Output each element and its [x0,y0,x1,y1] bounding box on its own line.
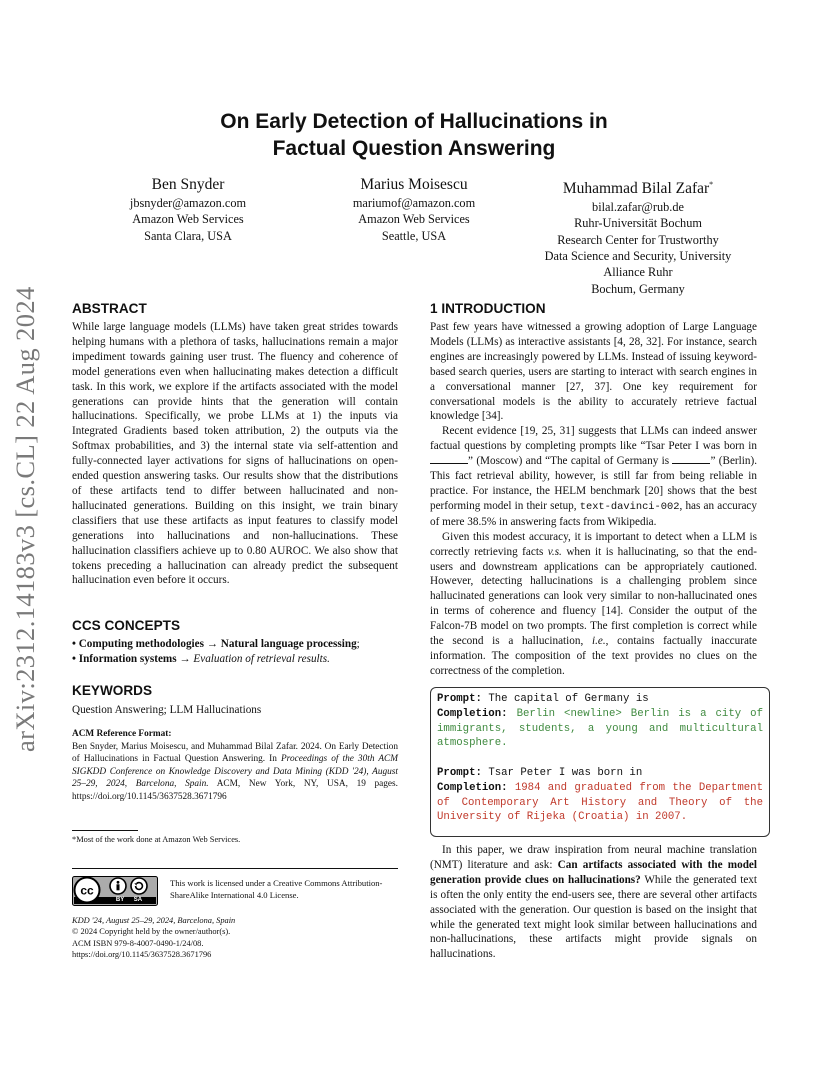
keywords-section [72,682,398,718]
abstract-section [72,300,398,588]
doi-line: https://doi.org/10.1145/3637528.3671796 [72,950,212,960]
intro-paragraph-4: In this paper, we draw inspiration from neural machine translation (NMT) literature and ask: Can artifacts associated with the model generation provide clues on hallucinations? While the generated text is often the only entity the end-users see, there are several other artifacts associated with the generation. Our question is based on the insight that while the generated text might look similar between hallucinations and non-hallucinations, these artifacts might provide signals on hallucinations. [430,844,757,961]
author-location: Bochum, Germany [591,281,685,296]
example-completions-box [430,687,770,837]
svg-text:cc: cc [80,883,94,898]
author-affiliation: Amazon Web Services [132,212,244,227]
fill-in-blank [430,455,468,464]
footnote: *Most of the work done at Amazon Web Services. [72,835,241,844]
author-location: Seattle, USA [381,228,447,243]
abstract-text: While large language models (LLMs) have taken great strides towards helping humans with a plethora of tasks, hallucinations remain a major impediment towards gaining user trust. The fluency and coherence of model generations even when hallucinating makes detection a difficult task. In this work, we explore if the artifacts associated with the model generations can provide hints that the generation will contain hallucinations. Specifically, we probe LLMs at 1) the inputs via Integrated Gradients based token attribution, 2) the outputs via the Softmax probabilities, and 3) the internal state via self-attention and fully-connected layer activations for signs of hallucinations on open-ended question answering tasks. Our results show that the distributions of these artifacts tend to differ between hallucinated and non-hallucinated generations. Building on this insight, we train binary classifiers that use these artifacts as input features to classify model generations into hallucinations and non-hallucinations. These hallucination classifiers achieve up to 0.80 AUROC. We also show that tokens preceding a hallucination can already predict the subsequent hallucination even before it occurs. [72,321,398,587]
abstract-heading: ABSTRACT [72,301,147,316]
introduction-section [430,300,757,679]
author-name: Muhammad Bilal Zafar [562,180,710,198]
acm-reference-heading: ACM Reference Format: [72,729,172,739]
correct-completion: Berlin <newline> Berlin is a city of immigrants, students, a young and multicultural atmosphere. [437,707,770,750]
cc-by-sa-logo [72,876,158,906]
author-email: bilal.zafar@rub.de [592,200,684,215]
intro-paragraph-1: Past few years have witnessed a growing adoption of Large Language Models (LLMs) as interactive assistants [4, 28, 32]. For instance, search engines are increasingly powered by LLMs. Instead of issuing keyword-based search queries, users are starting to interact with search engines in a conversational manner [27, 37]. One key requirement for conversational models is the ability to accurately retrieve factual knowledge [34]. [430,321,757,423]
isbn-line: ACM ISBN 979-8-4007-0490-1/24/08. [72,938,204,948]
arxiv-stamp: arXiv:2312.14183v3 [cs.CL] 22 Aug 2024 [10,286,40,752]
author-name: Ben Snyder [151,176,225,193]
conference-line: KDD '24, August 25–29, 2024, Barcelona, Spain [72,916,236,925]
author-block-1 [98,174,278,244]
author-email: mariumof@amazon.com [352,196,476,210]
author-email: jbsnyder@amazon.com [129,196,247,210]
example-2: Prompt: Tsar Peter I was born in Completion: 1984 and graduated from the Department of Contemporary Art History and Theory of the University of Rijeka (Croatia) in 2007. [437,766,770,824]
example-1: Prompt: The capital of Germany is Completion: Berlin <newline> Berlin is a city of immigrants, students, a young and multicultural atmosphere. [437,693,770,750]
ccs-section [72,617,408,667]
acm-reference [72,728,398,804]
ccs-item-2: • Information systems → Evaluation of retrieval results. [72,653,330,665]
fill-in-blank [672,455,710,464]
cc-badge-label: BY SA [115,896,143,903]
author-location: Santa Clara, USA [144,228,232,243]
conference-info [72,915,398,961]
hallucinated-completion: 1984 and graduated from the Department of Contemporary Art History and Theory of the University of Rijeka (Croatia) in 2007. [437,781,770,824]
acm-reference-text: Ben Snyder, Marius Moisescu, and Muhammad Bilal Zafar. 2024. On Early Detection of Hallucinations in Factual Question Answering. In Proceedings of the 30th ACM SIGKDD Conference on Knowledge Discovery and Data Mining (KDD '24), August 25–29, 2024, Barcelona, Spain. ACM, New York, NY, USA, 19 pages. https://doi.org/10.1145/3637528.3671796 [72,741,398,802]
intro-paragraph-3: Given this modest accuracy, it is important to detect when a LLM is correctly retrieving facts v.s. when it is hallucinating, so that the end-users and downstream applications can be appropriately cautioned. However, detecting hallucinations is a challenging problem since hallucinated generations can look very similar to non-hallucinated ones in terms of coherence and fluency [14]. Consider the output of the Falcon-7B model on two prompts. The first completion is correct while the second is a hallucination, i.e., contains factually inaccurate information. The composition of the text provides no clues on the correctness of the completion. [430,530,757,677]
author-footnote-mark: * [709,180,714,189]
footnote-rule [72,830,138,831]
paper-title [120,108,708,162]
author-block-3 [518,174,758,297]
license-text: This work is licensed under a Creative Commons Attribution-ShareAlike International 4.0 License. [170,878,383,900]
ccs-heading: CCS CONCEPTS [72,618,181,633]
keywords-text: Question Answering; LLM Hallucinations [72,704,262,716]
title-line-2: Factual Question Answering [272,137,556,160]
author-block-2 [324,174,504,244]
keywords-heading: KEYWORDS [72,683,153,698]
license-rule [72,868,398,869]
ccs-item-1: • Computing methodologies → Natural language processing; [72,638,360,650]
model-code-name: text-davinci-002 [579,500,680,513]
author-name: Marius Moisescu [360,176,468,193]
author-affiliation: Research Center for Trustworthy [557,232,719,247]
author-affiliation: Alliance Ruhr [603,265,673,280]
author-affiliation: Data Science and Security, University [544,249,732,264]
introduction-heading: 1 INTRODUCTION [430,301,546,316]
title-line-1: On Early Detection of Hallucinations in [220,110,608,133]
intro-continued [430,843,757,962]
copyright-line: © 2024 Copyright held by the owner/author(s). [72,927,231,937]
author-affiliation: Amazon Web Services [358,212,470,227]
author-affiliation: Ruhr-Universität Bochum [574,216,702,231]
intro-paragraph-2: Recent evidence [19, 25, 31] suggests that LLMs can indeed answer factual questions by completing prompts like “Tsar Peter I was born in ” (Moscow) and “The capital of Germany is ” (Berlin). This fact retrieval ability, however, is still far from being reliable in practice. For instance, the HELM benchmark [20] shows that the best performing model in their setup, text-davinci-002, has an accuracy of mere 38.5% in answering facts from Wikipedia. [430,425,757,528]
